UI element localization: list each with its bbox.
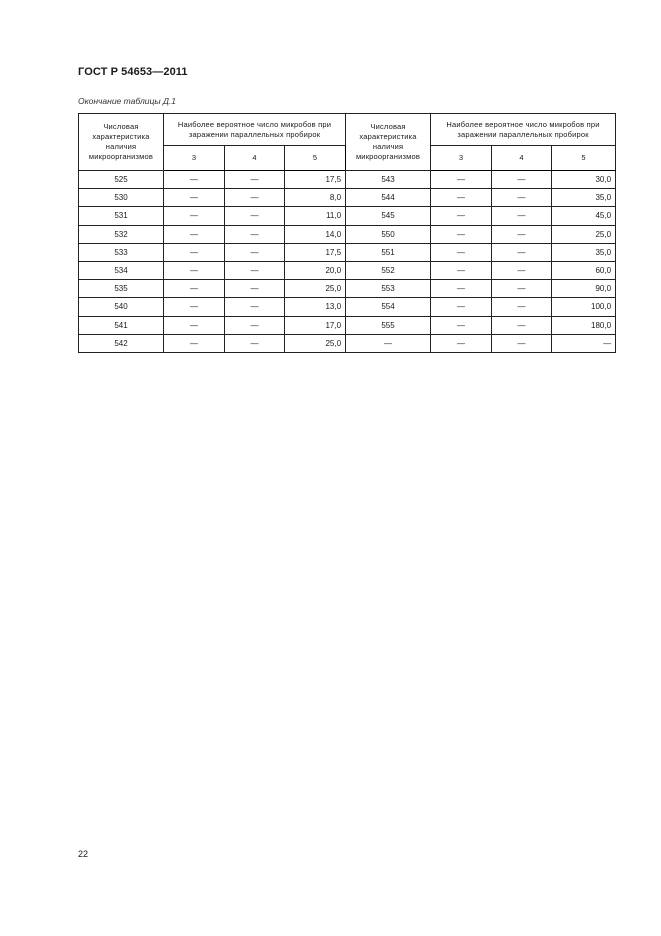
- table-cell: 554: [346, 298, 431, 316]
- table-cell: 542: [79, 334, 164, 352]
- table-cell: 25,0: [552, 225, 616, 243]
- table-cell: —: [431, 280, 492, 298]
- table-cell: 551: [346, 243, 431, 261]
- table-cell: —: [431, 171, 492, 189]
- table-cell: 17,5: [285, 243, 346, 261]
- table-row: [79, 261, 616, 279]
- table-cell: —: [431, 243, 492, 261]
- table-cell: 20,0: [285, 261, 346, 279]
- table-cell: —: [492, 261, 552, 279]
- table-cell: —: [164, 261, 225, 279]
- left-subheader-4: 4: [225, 146, 285, 171]
- table-row: [79, 189, 616, 207]
- table-cell: 530: [79, 189, 164, 207]
- table-row: [79, 298, 616, 316]
- table-row: [79, 316, 616, 334]
- table-cell: —: [492, 316, 552, 334]
- table-cell: 531: [79, 207, 164, 225]
- left-characteristic-header: Числовая характеристика наличия микроорганизмов: [79, 114, 164, 171]
- document-header: ГОСТ Р 54653—2011: [78, 66, 188, 78]
- table-cell: 552: [346, 261, 431, 279]
- table-cell: —: [492, 189, 552, 207]
- table-cell: —: [225, 225, 285, 243]
- table-cell: —: [492, 207, 552, 225]
- table-cell: 541: [79, 316, 164, 334]
- table-cell: —: [431, 189, 492, 207]
- table-cell: 535: [79, 280, 164, 298]
- table-cell: 90,0: [552, 280, 616, 298]
- table-cell: —: [225, 316, 285, 334]
- table-cell: 100,0: [552, 298, 616, 316]
- left-subheader-3: 3: [164, 146, 225, 171]
- right-subheader-3: 3: [431, 146, 492, 171]
- table-cell: —: [492, 298, 552, 316]
- table-cell: 545: [346, 207, 431, 225]
- table-cell: —: [552, 334, 616, 352]
- table-cell: —: [492, 334, 552, 352]
- table-row: [79, 280, 616, 298]
- table-cell: —: [164, 225, 225, 243]
- table-cell: —: [431, 316, 492, 334]
- table-caption: Окончание таблицы Д.1: [78, 96, 177, 106]
- table-cell: 17,0: [285, 316, 346, 334]
- table-cell: 13,0: [285, 298, 346, 316]
- table-cell: —: [225, 171, 285, 189]
- table-row: [79, 243, 616, 261]
- table-cell: —: [225, 261, 285, 279]
- table-cell: 533: [79, 243, 164, 261]
- table-cell: —: [431, 334, 492, 352]
- table-cell: —: [225, 334, 285, 352]
- table-cell: —: [225, 298, 285, 316]
- table-cell: 532: [79, 225, 164, 243]
- table-cell: 45,0: [552, 207, 616, 225]
- table-row: [79, 225, 616, 243]
- table-cell: 550: [346, 225, 431, 243]
- table-cell: 553: [346, 280, 431, 298]
- right-subheader-4: 4: [492, 146, 552, 171]
- table-cell: 14,0: [285, 225, 346, 243]
- table-cell: 525: [79, 171, 164, 189]
- table-cell: —: [431, 298, 492, 316]
- table-cell: 17,5: [285, 171, 346, 189]
- page-number: 22: [78, 849, 89, 859]
- table-cell: 534: [79, 261, 164, 279]
- table-row: [79, 207, 616, 225]
- table-cell: 25,0: [285, 280, 346, 298]
- table-cell: 8,0: [285, 189, 346, 207]
- table-cell: —: [164, 189, 225, 207]
- table-cell: —: [225, 189, 285, 207]
- table-cell: 544: [346, 189, 431, 207]
- table-cell: 25,0: [285, 334, 346, 352]
- table-cell: 555: [346, 316, 431, 334]
- table-cell: —: [164, 207, 225, 225]
- table-cell: —: [225, 243, 285, 261]
- table-cell: —: [346, 334, 431, 352]
- table-cell: 540: [79, 298, 164, 316]
- table-cell: —: [164, 298, 225, 316]
- table-cell: —: [492, 243, 552, 261]
- table-cell: 11,0: [285, 207, 346, 225]
- table-cell: —: [431, 261, 492, 279]
- table-cell: 35,0: [552, 189, 616, 207]
- right-group-header: Наиболее вероятное число микробов при заражении параллельных пробирок: [431, 114, 616, 146]
- table-cell: —: [164, 280, 225, 298]
- table-cell: 543: [346, 171, 431, 189]
- table-cell: —: [164, 316, 225, 334]
- table-row: [79, 171, 616, 189]
- table-cell: 60,0: [552, 261, 616, 279]
- table-cell: —: [225, 280, 285, 298]
- data-table: [78, 113, 616, 353]
- table-cell: 180,0: [552, 316, 616, 334]
- left-group-header: Наиболее вероятное число микробов при заражении параллельных пробирок: [164, 114, 346, 146]
- left-subheader-5: 5: [285, 146, 346, 171]
- right-subheader-5: 5: [552, 146, 616, 171]
- table-cell: —: [492, 171, 552, 189]
- table-cell: 35,0: [552, 243, 616, 261]
- table-cell: —: [492, 225, 552, 243]
- table-cell: —: [431, 207, 492, 225]
- table-row: [79, 334, 616, 352]
- table-cell: —: [164, 171, 225, 189]
- table-cell: —: [164, 243, 225, 261]
- table-cell: —: [492, 280, 552, 298]
- table-cell: —: [225, 207, 285, 225]
- table-cell: 30,0: [552, 171, 616, 189]
- table-cell: —: [431, 225, 492, 243]
- table-cell: —: [164, 334, 225, 352]
- right-characteristic-header: Числовая характеристика наличия микроорганизмов: [346, 114, 431, 171]
